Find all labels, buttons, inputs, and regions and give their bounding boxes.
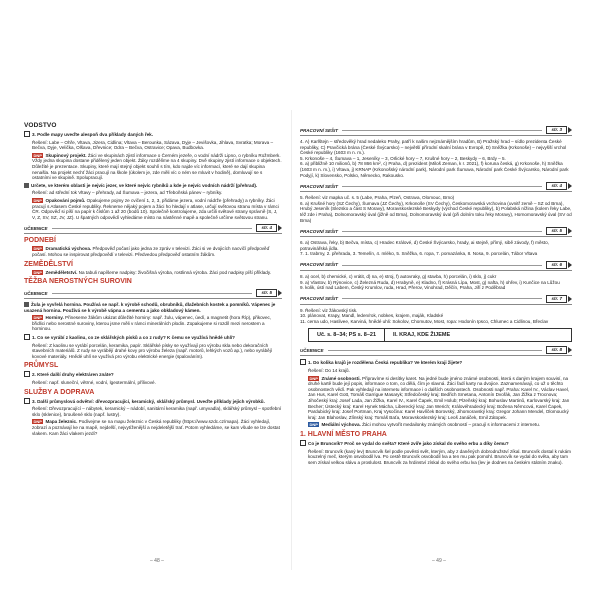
skupinovy-projekt: DNP Skupinový projekt. Žáci ve skupinách zjistí informace o Černém jezeře, o vodní nádrži Lipno, o rybníku Rožmberk. Vždy jedna skupina dostane přidělený jeden objekt. Žáky rozdělíme na 4 skupiny. Dvě skupiny zjistí informace o objektech. Důležité je prezentace. Skupiny, které mají stejný objekt souhlí s tím, kdo najde víc informací, které se dají skupina nenašla. Na projekt nechť žáci pracují na škole (úkolem je, zde měli víc o ném se mluvit v hodině), domluvují se s ostatními ve skupině. Spolupracují. [32, 152, 282, 181]
podnebi-activity: DNP Dramatická výchova. Předpověď počasí jako jedna ze zpráv v televizi. Žáci si ve dvojicích nacvičí předpověď počasí. Mohou se inspirovat předpovědí v televizi. Předvedou předpověď ostatním žákům. [32, 246, 270, 257]
mapa-activity: DNP Mapa železnic. Podívejme se na mapu železnic v Česká republiky (https://www.szdc.cz/mapa). Žáci vyhledají, zobrazí a poznávají ke na mapě, nejdelší, nejvytíženější a nejdeletější trať. Potom vyhledáme, se kam všude se lze dostat vlakem. Kam žáci vlakem jezdí? [32, 419, 280, 436]
brunclik-answer: Řešení: Bruncvík (kaný lev) Bruncvík šel podle pověsti svět, kterým, aby z daněných dobrodružství zíkal. Bruncvík dostal k rukám kouzelný meč, kterým osvobodil lva. Po cestě Bruncvík osvobodil lva a ten mu pak pomohl. Bruncvík se vydal do světa, aby tam sem získal velkou slávu a proslulost. Bruncvík za hrdinství získal do svého erbu lva (lev je dodnes na českém státním znaku). [308, 448, 571, 465]
left-page [24, 122, 282, 562]
section-title-sluzby: SLUŽBY A DOPRAVA [24, 388, 95, 396]
dnp-tag: DNP [33, 419, 42, 425]
zula-note: Žula je vyvřelá hornina. Používá se např. k výrobě schodů, obrubníků, dlažebních kostek a pomníků. Vápenec je usazená hornina. Používá se k výrobě vápna a cementu a jako obkladový kámen. [24, 302, 276, 313]
task2-answer: Řešení: např. sluneční, větrné, vodní, lgeotermální, přílivové. [32, 380, 156, 386]
pracovni-sesit-bar: PRACOVNÍ SEŠIT str. 4 [300, 181, 572, 192]
workbook-icon [24, 371, 30, 377]
arrow-right-icon [568, 183, 572, 189]
arrow-right-icon [568, 296, 572, 302]
book-gutter [291, 110, 292, 570]
horniny-activity: DNP Horniny. Přineseme žákům ukázat důležité horniny: např. žulu, vápenec, úedí, a magnetit (hora Říp), přikovec, břidlici nebo nerostné suroviny, kterou jsme měli v rámci minerálních plodin. Zopakujeme si rozdíl mezi nerostem a horninou. [32, 315, 272, 332]
task1-title: 1. Co se vyrábí z kaolinu, co ze sklářských písků a co z rudy? K čemu se využívá hnědé uhlí? [24, 334, 282, 341]
page-number-right: – 49 – [432, 558, 446, 564]
task-lake-title: Určete, ve kterém oblasti je nejvíc jezer, ve které nejvíc rybníků a kde je nejvíc vodních nádrží (přehrad). [24, 183, 282, 189]
workbook-icon [24, 398, 30, 404]
ps5-answers: 6. a) Ostrava, řeky, b) Bečva, místa, c) Hradec Králové, d) České Švýcarsko, hrady, ai stejně, přímý, sibě závody, f) město, potravinářská jídla. 7. 1. trabrny, 2. přehrada, 3. Temelín, 4. mléko, 5. Sněžka, 6. ropa, 7. pomazánka, 8. Nosa, 9. porcelán, Tábor Vltava [300, 240, 549, 257]
task-icon [24, 183, 29, 188]
page-ref: str. 3 [546, 126, 567, 134]
section-title-podnebi: PODNEBÍ [24, 237, 56, 245]
dnp-tag: DNP [33, 315, 42, 321]
workbook-icon [300, 359, 306, 365]
osobnosti-activity: DNP Známé osobnosti. Připravíme si desítky karet. Na jedné bude jméno známé osobnosti, která s daným krajem souvisí, na druhé kartě bude její popis, informace o tom, co dělá, čím je slavná. Žáci řadí karty na dvojice. Zaznamenávají, co už o těchto osobnostech vědí. Pak vyhledají na internetu informace i o dalších osobnostech. Osobnosti např. Praha: Karel IV., Václav Havel, Jan Hus, Karel Gott, Tomáš Garrigue Masaryk; Středočeský kraj: Bedřich Smetana, Antonín Dvořák, Jan Žižka z Trocnova; Jihočeský kraj: Josef Lada, Jan Žižka, Karel IV., Karel Čapek, Emil Holub; Plzeňský kraj: Bohuslav Martinů, Karlovarský kraj: Jan Becher; Ústecký kraj: Karel Hynek Mácha, Liberecký kraj: Jan Werich; Královéhradecký kraj: Božena Němcová, Karel Čapek, Pardubický kraj: Josef Portman, Kraj Vysočina: Karel Havlíček Borovský, Jihomoravský kraj: Gregor Johann Mendel, Olomoucký kraj: Jan Blahoslav, Zlínský kraj: Tomáš Baťa, Moravskoslezský kraj: Leoš Janáček, Emil Zátopek. [308, 375, 570, 420]
page-ref: str. 4 [546, 182, 567, 190]
chapter-header [308, 328, 572, 342]
task3-title: 3. Podle mapy uveďte alespoň dva příklady daných řek. [24, 131, 282, 138]
pracovni-sesit-bar: PRACOVNÍ SEŠIT str. 3 [300, 125, 572, 136]
arrow-right-icon [278, 290, 282, 296]
pracovni-sesit-bar: PRACOVNÍ SEŠIT str. 5 [300, 226, 572, 237]
page-ref: str. 5 [256, 289, 277, 297]
dnp-tag: DNP [33, 152, 42, 158]
chapter-ref: Uč. s. 8–34; PS s. 8–21 [309, 329, 385, 341]
task-kraje-answer: Řešení: Do 14 krajů. [308, 368, 350, 374]
page-ref: str. 7 [546, 295, 567, 303]
task-kraje-title: 1. Do kolika krajů je rozdělena Česká republika? Ve kterém kraji žijete? [300, 359, 572, 366]
workbook-icon [24, 334, 30, 340]
dnp-tag: DNP [309, 375, 318, 381]
pracovni-sesit-bar: PRACOVNÍ SEŠIT str. 7 [300, 294, 572, 305]
brunclik-title: Co je Bruncvík? Proč se vydal do světa? Které zvíře jako získal do svého erbu a díky čemu? [300, 440, 572, 447]
page-ref: str. 8 [546, 346, 567, 354]
ps4-answers: 5. Řešení: viz mapka uč. s. 5 (Labe, Praha, Plzeň, Ostrava, Olomouc, Brno) 6. a) Krušné hory (SZ Čechy), Šumava (JZ Čechy), Krkonoše (SV Čechy), Českomoravská vrchovina (uvnitř země – SZ od Brna), Hrubý Jeseník (Slezsko a část S Moravy), Moravskoslezské Beskydy (východ České republiky), b) Polabská nížina (kolem řeky Labe, též zde i Praha), Dolnomoravský úval (jižně od Brna), Dolnomoravský úval (při dolním toku řeky Moravy), Hornomoravský úval (SV od Brna) [300, 195, 572, 223]
dnp-tag: DNP [33, 246, 42, 252]
ps6-answers: 8. a) ocel, b) chemické, c) vrátit, d) na, e) stroj, f) autovraky, g) stavba, h) porcelán, i) sklo, j) cukr 9. a) Vlastov, b) Rýnovice, c) Železná Ruda, d) Hrabyně, e) Kladno, f) Krásná Lípa, Most, g) nafta, h) ohřev, i) Kunčice na Lůžou 9. kolik, ústí nad Labem, Český Krumlov, ruda, Hrad, Přerov, Vinohrad, Děčín, Praha, Jiří z Poděbrad [300, 273, 560, 291]
ps7-answers: 9. Řešení: viz žákovský tisk. 10. plánovat, Krapy, Mandl, leden/rok, nobkes, krajem, maják, Kladské 11. cerna udo, Haslivee, Karviná, hnědé uhli: Sokolov, Chomutov, Most, ropa: Hodonín Ipsco, Chlumec a Cidlinou, Břeclav [300, 307, 549, 324]
zemedelstvi-activity: DNP Zeměděletství. Na tabuli napíšeme nadpisy: živočišná výroba, rostlinná výroba. Žáci pod nadpisy píší příklady. [33, 269, 272, 275]
right-page [300, 122, 572, 562]
note-icon [24, 302, 29, 307]
section-title-prumysl: PRŮMYSL [24, 362, 59, 370]
page-ref: str. 6 [546, 261, 567, 269]
section-title-vodstvo: VODSTVO [24, 122, 57, 129]
arrow-right-icon [278, 225, 282, 231]
dnp-tag: DNP [33, 197, 42, 203]
pracovni-sesit-bar: PRACOVNÍ SEŠIT str. 6 [300, 260, 572, 271]
arrow-right-icon [568, 347, 572, 353]
task1-answer: Řešení: Z kaolinu se vyrábí porcelán, keramika, papír. Sklářské písky se využívají pro výrobu skla nebo dekoračních stavebních materiálů. Z rudy se vyrábějí drahé kovy pro výrobu železa (např. motorů, lehkých vozů ap.), nebo vyrábějí kovové materiály. Hnědé uhlí se využívá pro výrobu elektrické energie (spalováním). [32, 342, 273, 359]
workbook-icon [24, 131, 30, 137]
page-ref: str. 4 [256, 224, 277, 232]
task3b-title: 3. Další průmyslová odvětví: dřevozpracující, keramický, sklářský průmysl. Uveďte příklady jejich výrobků. [24, 398, 282, 405]
workbook-icon [300, 440, 306, 446]
ps3-answers: 4. A) Karlštejn – středověký hrad nedaleko Prahy, patří k našim nejznámějším hradům, B) Pražský hrad – sídlo prezidenta České republiky, C) Pravčická brána (České Švýcarsko) – největší přírodní skalní brána v Evropě, D) Sněžka (Krkonoše) – nejvyšší vrchol České republiky (1603 m n. m.). 5. Krkonoše – 4, Šumava – 1, Jeseníky – 3, Orlické hory – 7, Krušné hory – 2, Beskydy – 6, Brdy – 5. 6. a) přibližně 10 milionů, b) 78 866 km², c) Praha, d) prezident (Miloš Zeman, k r. 2021), f) koruna česká, g) Krkonoše, h) Sněžka (1603 m n. m.), i) Vltava, j) KRNAP (Krkonošský národní park), Národní park Šumava, Národní park České Švýcarsko, Národní park Podyjí, k) Slovensko, Polsko, Německo, Rakousko. [300, 139, 569, 178]
opakovani-pojmu: DNP Opakování pojmů. Opakujeme pojmy ze cvičení 1, 2, 3, přidáme jezera, vodní nádrže (přehrady) a rybníky. Žáci pracují s Atlasem České republiky. Řekneme nějaký pojem a žáci ho hledají v atlase, určují světovou stranu místa v rámci ČR. Odpověď si píší na papír k číslům 1 až 20 (bodů 10). Společně kontrolujeme, zda určili světové strany správně (S, J, V, Z, SV, SZ, JV, JZ). U špatných odpovědí vyhledáme místo na nástěnné mapě a společně určíme světovou stranu. [32, 197, 279, 220]
task3b-answer: Řešení: Dřevozpracující – nábytek, keramický – nádobí, sanitární keramika (např. umyvadla), sklářský průmysl – spotřební sklo (sklenice), broušené sklo (např. lustry). [32, 406, 282, 417]
dnp-tag: DNP [33, 269, 42, 275]
page-number-left: – 48 – [150, 558, 164, 564]
arrow-right-icon [568, 127, 572, 133]
arrow-right-icon [568, 262, 572, 268]
arrow-right-icon [568, 228, 572, 234]
task3-answer: Řešení: Labe – Ohře, Vltava, Jizera, Cidlina; Vltava – Berounka, Sázava, Dyje – Jevišovka, Jihlava, Svratka; Morava – Bečva, Dyje, Velička, Olšava, Dřevnice; Odra – Bečva, Ostravice; Opava, Budbovka. [32, 139, 274, 151]
page-ref: str. 5 [546, 227, 567, 235]
section-title-zemedelstvi: ZEMĚDĚLSTVÍ [24, 260, 74, 268]
ucebnice-bar: UČEBNICE str. 4 [24, 223, 282, 234]
task2-title: 2. Které další druhy elektráren znáte? [24, 371, 282, 378]
section-title-praha: 1. HLAVNÍ MĚSTO PRAHA [300, 431, 387, 438]
section-title-tezba: TĚŽBA NEROSTNÝCH SUROVIN [24, 278, 132, 286]
chapter-title: II. KRAJ, KDE ŽIJEME [393, 332, 451, 339]
ucebnice-bar: UČEBNICE str. 8 [300, 345, 572, 356]
media-tag: DNP [309, 422, 318, 428]
media-activity: DNP Mediální výchova. Žáci mohou vytvořit medailonky známých osobností – pracují s informacemi z internetu. [309, 422, 541, 428]
task-lake-answer: Řešení: ad střední tok Vltavy – přehrady, ad Šumava – jezera, ad Třeboňská pánev – rybníky. [32, 190, 223, 196]
ucebnice-bar: UČEBNICE str. 5 [24, 288, 282, 299]
